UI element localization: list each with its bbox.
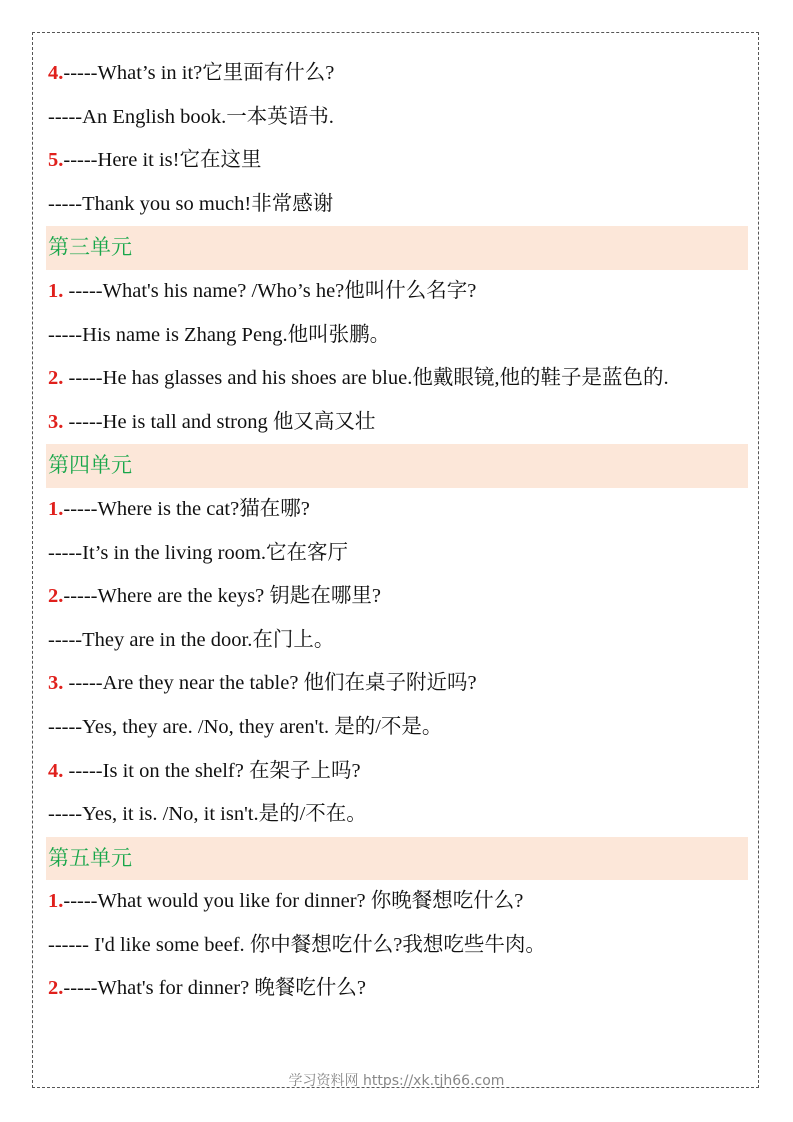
item-number: 1.	[48, 890, 64, 913]
dialogue-line	[48, 880, 748, 924]
item-number: 1.	[48, 497, 64, 520]
line-text: -----Where is the cat?猫在哪?	[63, 497, 310, 520]
dialogue-line	[48, 924, 748, 968]
dialogue-line	[48, 52, 748, 96]
unit-heading: 第四单元	[46, 444, 748, 488]
dialogue-line	[48, 967, 748, 1011]
line-text: -----His name is Zhang Peng.他叫张鹏。	[48, 323, 391, 346]
footer-watermark: 学习资料网 https://xk.tjh66.com	[288, 1073, 505, 1089]
item-number: 3.	[48, 672, 64, 695]
dialogue-line	[48, 532, 748, 576]
line-text: -----He has glasses and his shoes are blue.他戴眼镜,他的鞋子是蓝色的.	[63, 367, 669, 390]
line-text: -----An English book.一本英语书.	[48, 105, 334, 128]
line-text: -----He is tall and strong 他又高又壮	[63, 410, 376, 433]
dialogue-line	[48, 488, 748, 532]
dialogue-line	[48, 139, 748, 183]
item-number: 1.	[48, 279, 64, 302]
dialogue-line	[48, 96, 748, 140]
dialogue-line	[48, 619, 748, 663]
dialogue-line	[48, 270, 748, 314]
item-number: 5.	[48, 149, 64, 172]
line-text: -----Where are the keys? 钥匙在哪里?	[63, 585, 381, 608]
line-text: -----Yes, they are. /No, they aren't. 是的/不是。	[48, 715, 443, 738]
item-number: 3.	[48, 410, 64, 433]
line-text: -----Is it on the shelf? 在架子上吗?	[63, 759, 361, 782]
dialogue-line	[48, 750, 748, 794]
line-text: ------ I'd like some beef. 你中餐想吃什么?我想吃些牛肉。	[48, 933, 546, 956]
unit-heading: 第三单元	[46, 226, 748, 270]
dialogue-line	[48, 793, 748, 837]
line-text: -----Here it is!它在这里	[63, 149, 262, 172]
line-text: -----They are in the door.在门上。	[48, 628, 335, 651]
item-number: 4.	[48, 759, 64, 782]
dialogue-line	[48, 575, 748, 619]
item-number: 2.	[48, 367, 64, 390]
dialogue-line	[48, 706, 748, 750]
line-text: -----What's for dinner? 晚餐吃什么?	[63, 977, 366, 1000]
line-text: -----What would you like for dinner? 你晚餐想吃什么?	[63, 890, 524, 913]
line-text: -----Thank you so much!非常感谢	[48, 192, 334, 215]
line-text: -----Are they near the table? 他们在桌子附近吗?	[63, 672, 477, 695]
item-number: 2.	[48, 585, 64, 608]
dialogue-line	[48, 357, 748, 401]
line-text: -----What’s in it?它里面有什么?	[63, 62, 335, 84]
dialogue-line	[48, 662, 748, 706]
line-text: -----It’s in the living room.它在客厅	[48, 541, 349, 564]
dialogue-line	[48, 401, 748, 445]
line-text: -----What's his name? /Who’s he?他叫什么名字?	[63, 279, 477, 302]
item-number: 2.	[48, 977, 64, 1000]
line-text: -----Yes, it is. /No, it isn't.是的/不在。	[48, 803, 367, 826]
item-number: 4.	[48, 62, 64, 84]
document-body	[48, 52, 748, 1011]
dialogue-line	[48, 183, 748, 227]
unit-heading: 第五单元	[46, 837, 748, 881]
dialogue-line	[48, 314, 748, 358]
